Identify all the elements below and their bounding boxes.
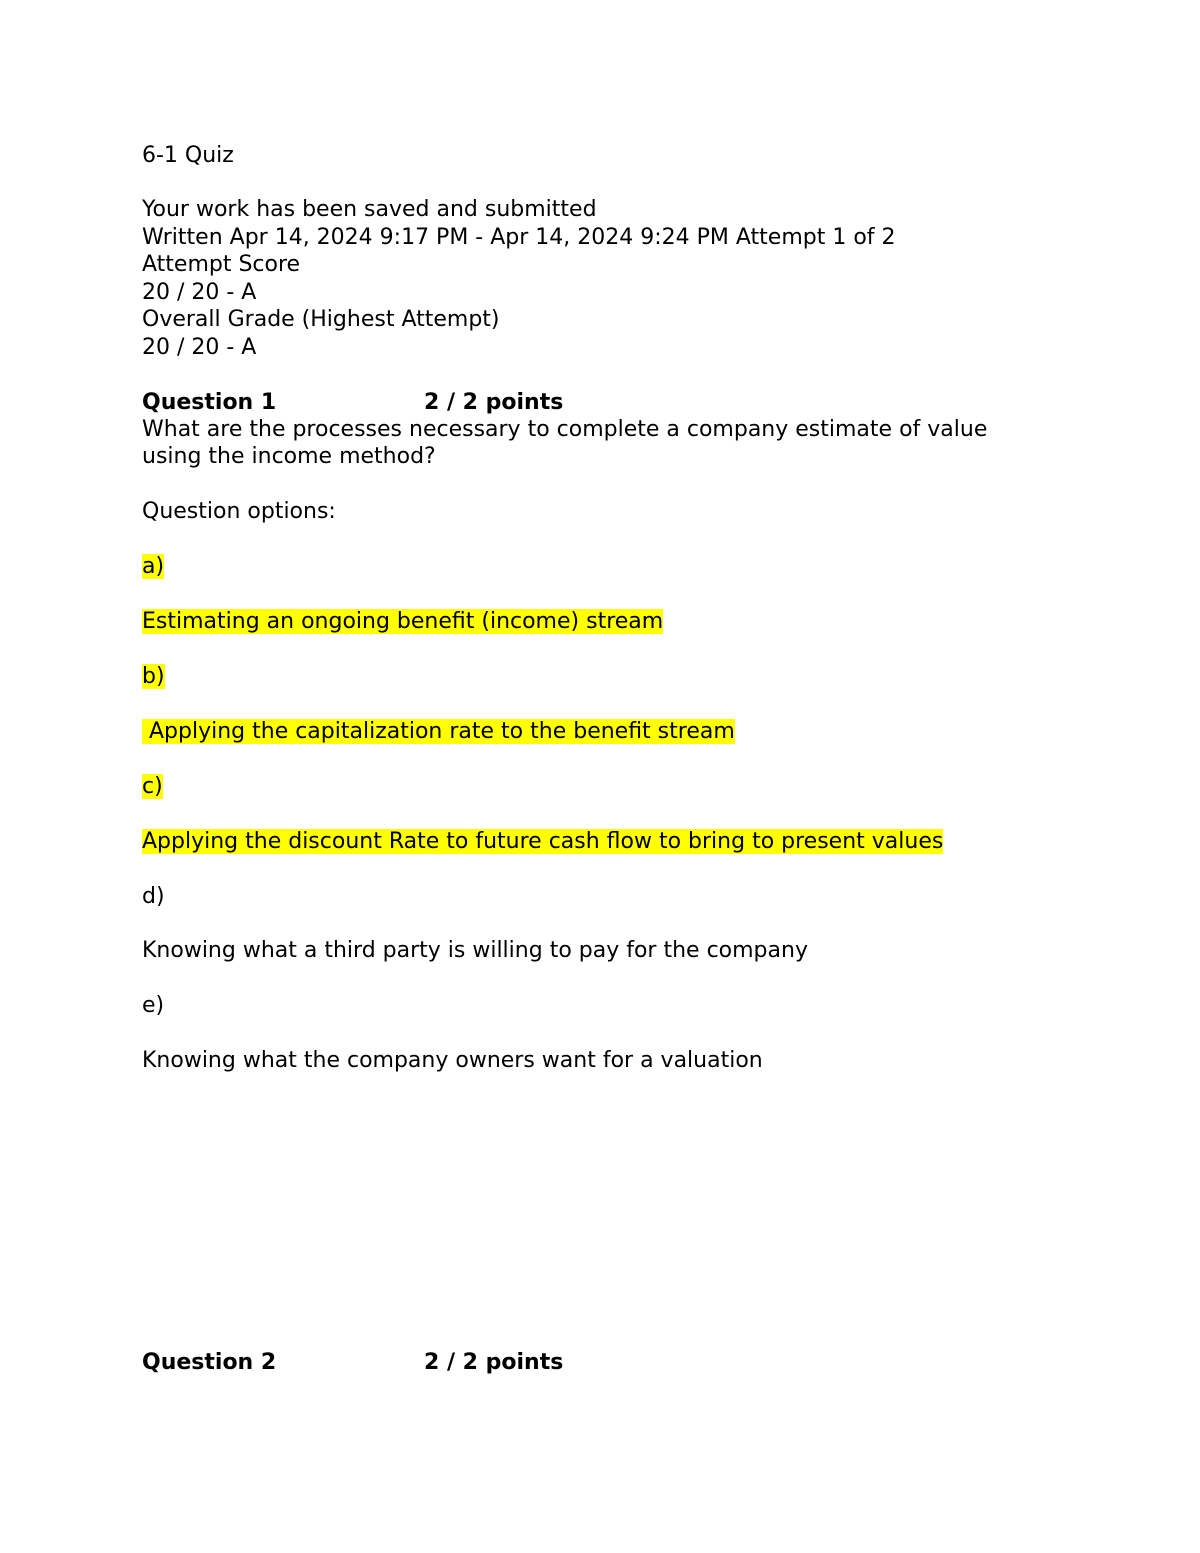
question-2-label: Question 2	[142, 1350, 277, 1375]
question-1-points: 2 / 2 points	[424, 390, 564, 415]
option-a-letter	[142, 553, 164, 581]
option-b-answer: Applying the capitalization rate to the benefit stream	[142, 719, 735, 744]
question-2-header	[142, 1349, 842, 1377]
option-b-letter-text: b)	[142, 664, 165, 689]
option-d-text: Knowing what a third party is willing to pay for the company	[142, 938, 808, 963]
option-a-letter-text: a)	[142, 554, 165, 579]
option-c-letter	[142, 773, 163, 801]
option-e-letter: e)	[142, 993, 165, 1018]
question-1-text-line-1: What are the processes necessary to complete a company estimate of value	[142, 417, 988, 442]
question-2-points: 2 / 2 points	[424, 1350, 564, 1375]
option-c-letter-text: c)	[142, 774, 163, 799]
quiz-title: 6-1 Quiz	[142, 143, 234, 168]
option-c-text	[142, 828, 943, 856]
option-d-letter: d)	[142, 884, 165, 909]
attempt-score-value: 20 / 20 - A	[142, 280, 257, 305]
question-1-header	[142, 389, 842, 417]
option-c-answer: Applying the discount Rate to future cash flow to bring to present values	[142, 829, 944, 854]
option-a-answer: Estimating an ongoing benefit (income) stream	[142, 609, 664, 634]
question-1-text-line-2: using the income method?	[142, 444, 436, 469]
attempt-score-label: Attempt Score	[142, 252, 301, 277]
option-b-text	[142, 718, 735, 746]
option-a-text	[142, 608, 663, 636]
written-timestamp: Written Apr 14, 2024 9:17 PM - Apr 14, 2024 9:24 PM Attempt 1 of 2	[142, 225, 896, 250]
question-1-label: Question 1	[142, 390, 277, 415]
option-b-letter	[142, 663, 165, 691]
overall-grade-label: Overall Grade (Highest Attempt)	[142, 307, 500, 332]
submission-status: Your work has been saved and submitted	[142, 197, 597, 222]
question-options-label: Question options:	[142, 499, 336, 524]
overall-grade-value: 20 / 20 - A	[142, 335, 257, 360]
option-e-text: Knowing what the company owners want for a valuation	[142, 1048, 763, 1073]
